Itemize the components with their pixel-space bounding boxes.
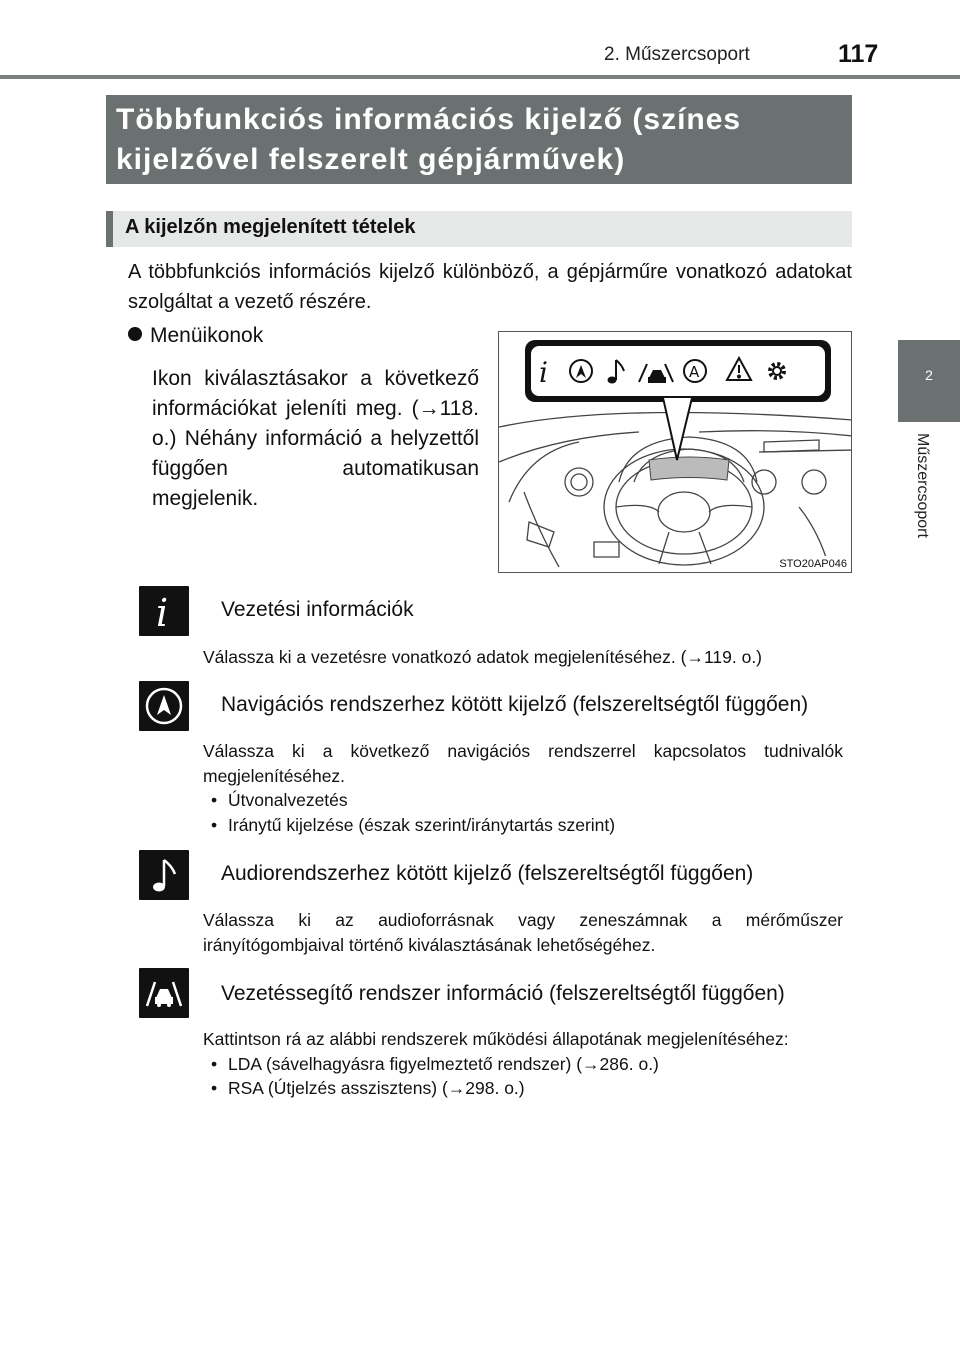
menu-icons-description: Ikon kiválasztásakor a következő információkat jeleníti meg. (→118. o.) Néhány információ a helyzettől függően automatikusan megjelenik. [152,367,479,510]
item-desc-driving-info [203,645,843,670]
list-item: • Iránytű kijelzése (észak szerint/iránytartás szerint) [211,813,843,838]
page-number: 117 [838,40,879,68]
list-item: • RSA (Útjelzés asszisztens) (→298. o.) [211,1076,843,1101]
item-desc-text: Válassza ki az audioforrásnak vagy zeneszámnak a mérőműszer irányítógombjaival történő kiválasztásának lehetőségéhez. [203,910,843,955]
item-desc-text: Válassza ki a vezetésre vonatkozó adatok megjelenítéséhez. (→119. o.) [203,647,763,667]
figure-code: STO20AP046 [779,558,847,570]
item-desc-text: Válassza ki a következő navigációs rendszerrel kapcsolatos tudnivalók megjelenítéséhez. [203,741,843,786]
menu-icons-title: Menüikonok [150,324,264,347]
item-title-driver-assist: Vezetéssegítő rendszer információ (felszereltségtől függően) [221,982,785,1005]
svg-text:i: i [539,356,548,389]
navigation-icon [139,681,189,731]
intro-paragraph: A többfunkciós információs kijelző különböző, a gépjárműre vonatkozó adatokat szolgáltat a vezető részére. [128,261,852,313]
svg-text:A: A [689,363,700,381]
chapter-tab-number: 2 [925,367,933,383]
header-rule [0,75,960,79]
item-desc-text: Kattintson rá az alábbi rendszerek működési állapotának megjelenítéséhez: [203,1029,789,1049]
item-bullet-list [203,1052,843,1101]
dashboard-illustration [498,331,852,573]
section-subheading: A kijelzőn megjelenített tételek [106,211,852,247]
item-desc-audio [203,908,843,957]
item-title-audio: Audiorendszerhez kötött kijelző (felszereltségtől függően) [221,862,754,885]
chapter-side-label: Műszercsoport [914,433,931,538]
item-desc-driver-assist [203,1027,843,1101]
dashboard-drawing [499,332,852,573]
list-item: • Útvonalvezetés [211,788,843,813]
item-desc-navigation [203,739,843,837]
item-title-navigation: Navigációs rendszerhez kötött kijelző (felszereltségtől függően) [221,693,809,716]
item-bullet-list [203,788,843,837]
running-header-section: 2. Műszercsoport [604,44,750,65]
audio-note-icon [139,850,189,900]
menu-icons-heading [128,324,263,348]
bullet-dot-icon [128,327,142,341]
info-icon [139,586,189,636]
page-title: Többfunkciós információs kijelző (színes kijelzővel felszerelt gépjárművek) [106,95,852,184]
item-title-driving-info: Vezetési információk [221,598,414,621]
svg-text:i: i [156,591,169,635]
driver-assist-icon [139,968,189,1018]
list-item: • LDA (sávelhagyásra figyelmeztető rendszer) (→286. o.) [211,1052,843,1077]
